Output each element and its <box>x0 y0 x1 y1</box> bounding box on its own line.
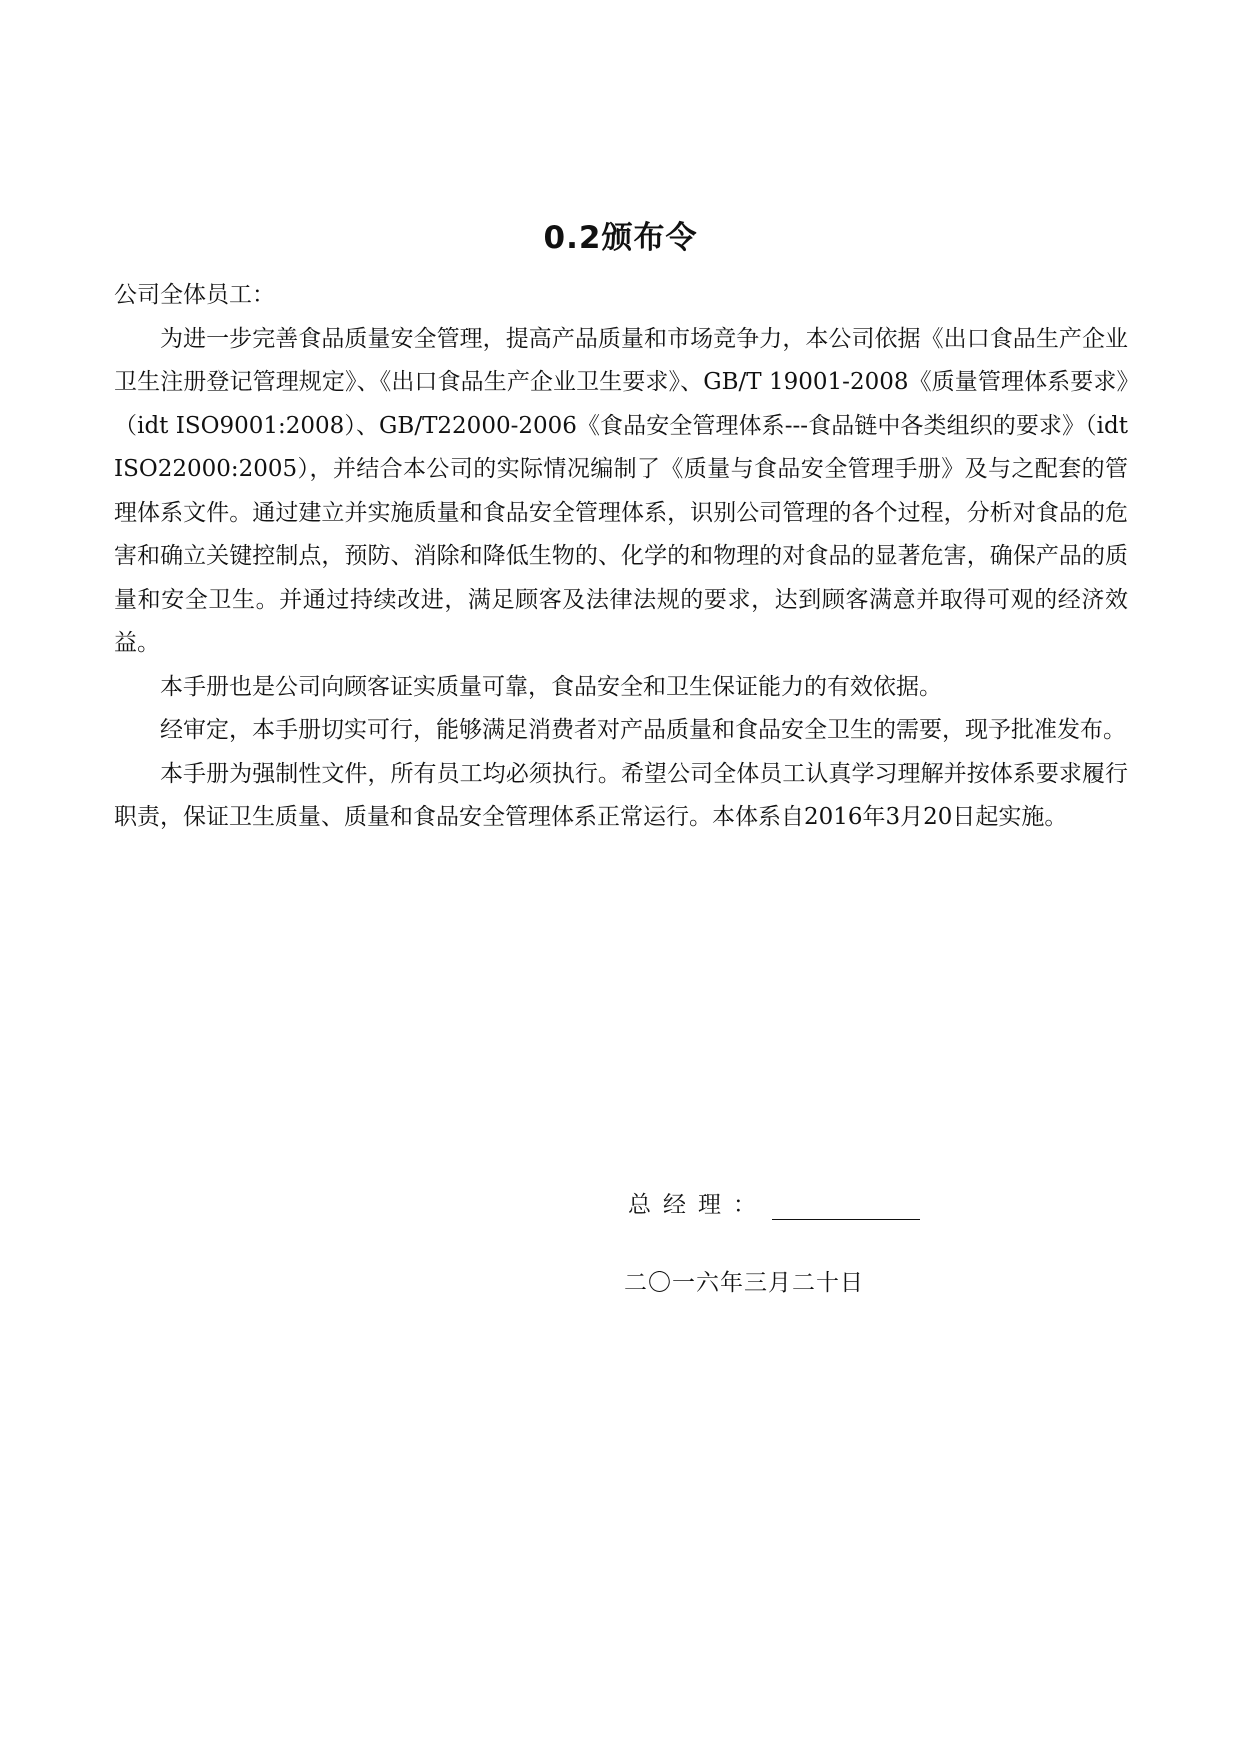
paragraph-basis: 本手册也是公司向顾客证实质量可靠，食品安全和卫生保证能力的有效依据。 <box>160 673 942 700</box>
paragraph-enforcement: 本手册为强制性文件，所有员工均必须执行。希望公司全体员工认真学习理解并按体系要求履行职责，保证卫生质量、质量和食品安全管理体系正常运行。本体系自2016年3月20日起实施。 <box>114 760 1128 830</box>
paragraph-purpose: 为进一步完善食品质量安全管理，提高产品质量和市场竞争力，本公司依据《出口食品生产企业卫生注册登记管理规定》、《出口食品生产企业卫生要求》、GB/T 19001-2008《质量管理体系要求》（idt ISO9001:2008）、GB/T22000-2006《食品安全管理体系---食品链中各类组织的要求》（idt ISO22000:2005），并结合本公司的实际情况编制了《质量与食品安全管理手册》及与之配套的管理体系文件。通过建立并实施质量和食品安全管理体系，识别公司管理的各个过程，分析对食品的危害和确立关键控制点，预防、消除和降低生物的、化学的和物理的对食品的显著危害，确保产品的质量和安全卫生。并通过持续改进，满足顾客及法律法规的要求，达到顾客满意并取得可观的经济效益。 <box>114 325 1128 656</box>
document-body <box>114 274 1128 840</box>
signature-date: 二〇一六年三月二十日 <box>624 1270 864 1296</box>
signature-line <box>772 1195 920 1220</box>
signature-block <box>628 1190 920 1220</box>
paragraph-approval: 经审定，本手册切实可行，能够满足消费者对产品质量和食品安全卫生的需要，现予批准发布。 <box>160 717 1126 743</box>
document-title: 0.2颁布令 <box>543 220 698 256</box>
signature-label: 总经理： <box>628 1192 768 1218</box>
salutation: 公司全体员工： <box>114 282 275 308</box>
